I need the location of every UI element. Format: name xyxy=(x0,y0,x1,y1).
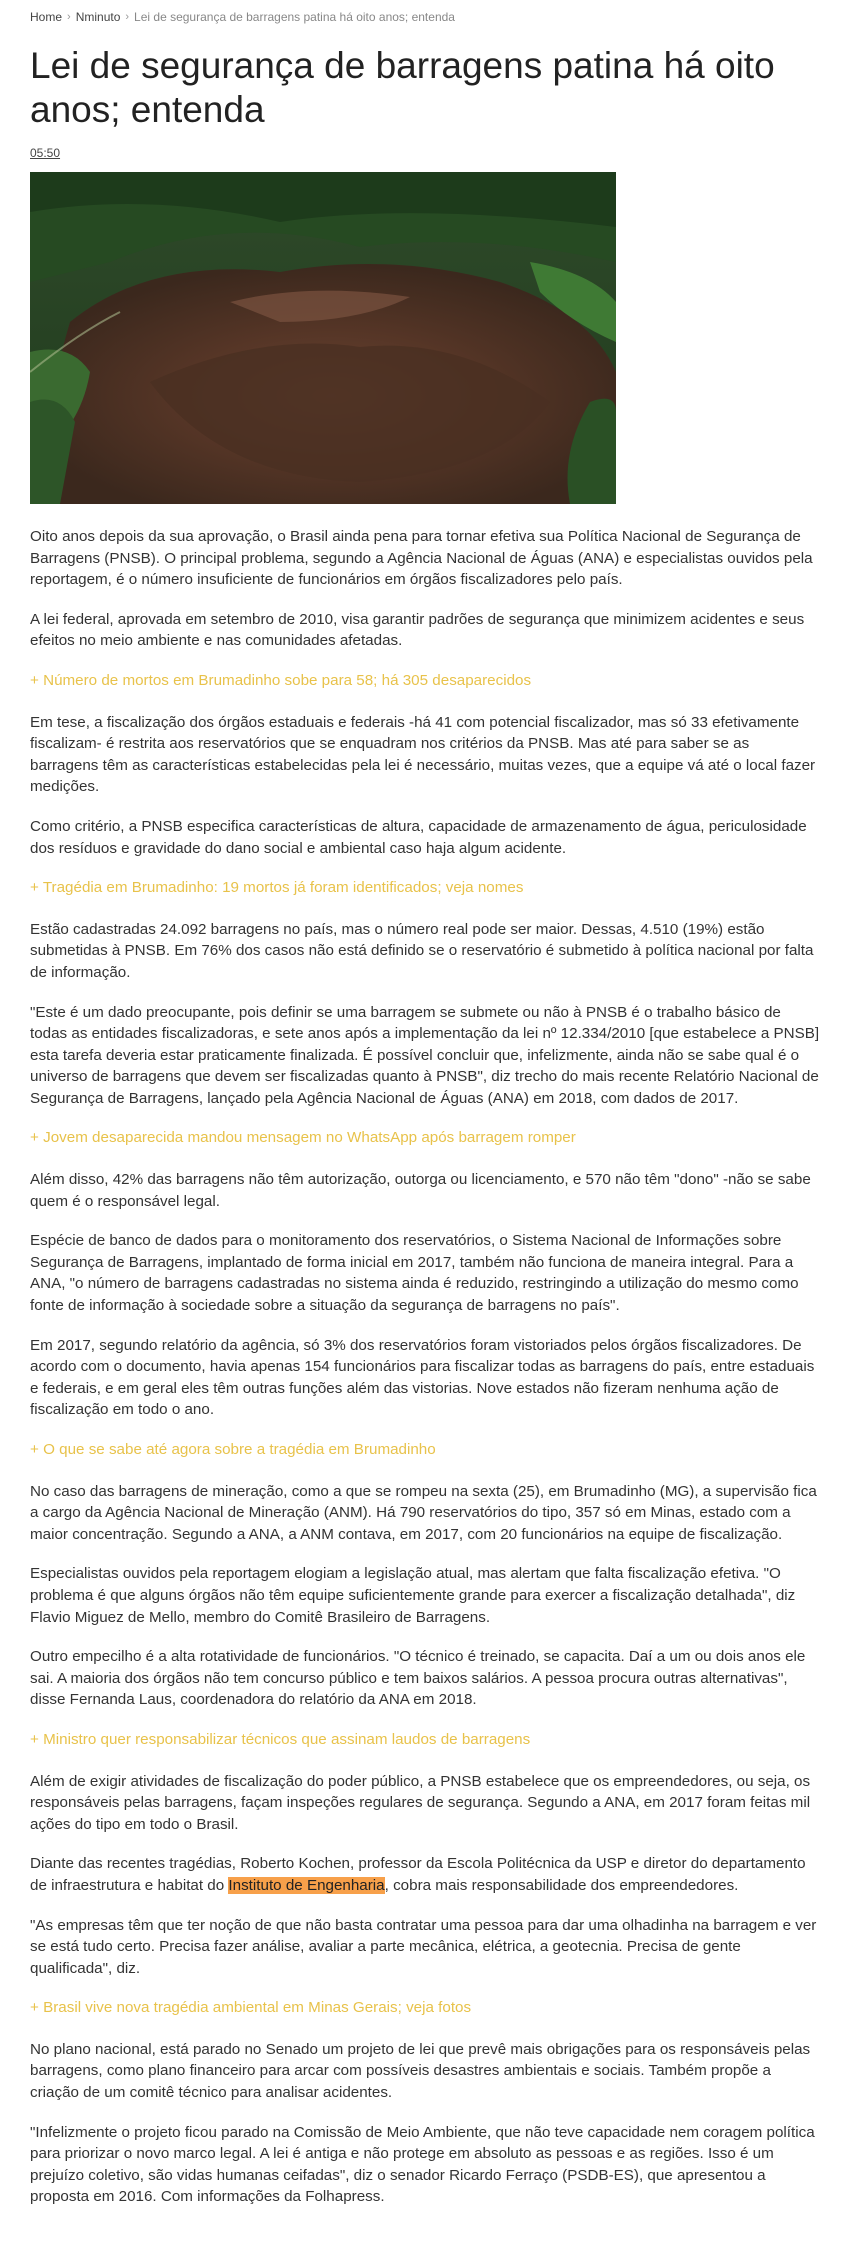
page-title: Lei de segurança de barragens patina há oito anos; entenda xyxy=(30,45,775,130)
article-paragraph: Além disso, 42% das barragens não têm autorização, outorga ou licenciamento, e 570 não têm "dono" -não se sabe quem é o responsável legal. xyxy=(30,1171,811,1210)
publish-time: 05:50 xyxy=(30,146,61,160)
related-link-item xyxy=(30,1729,820,1751)
chevron-right-icon: › xyxy=(67,11,71,23)
article-body xyxy=(30,526,820,2208)
article-hero-image xyxy=(30,172,616,504)
plus-icon: + xyxy=(30,1730,39,1748)
article-paragraph: Em 2017, segundo relatório da agência, só 3% dos reservatórios foram vistoriados pelos órgãos fiscalizadores. De acordo com o documento, havia apenas 154 funcionários para fiscalizar todas as barragens do país, entre estaduais e federais, e em geral eles têm outras funções além das vistorias. Nove estados não fizeram nenhuma ação de fiscalização em todo o ano. xyxy=(30,1336,815,1419)
breadcrumb xyxy=(30,0,816,28)
breadcrumb-current: Lei de segurança de barragens patina há oito anos; entenda xyxy=(134,10,455,24)
related-link-item xyxy=(30,1439,820,1461)
related-link-item xyxy=(30,670,820,692)
paragraph-text: Diante das recentes tragédias, Roberto Kochen, professor da Escola Politécnica da USP e diretor do departamento de infraestrutura e habitat do xyxy=(30,1855,806,1894)
article-paragraph: Além de exigir atividades de fiscalização do poder público, a PNSB estabelece que os empreendedores, ou seja, os responsáveis pelas barragens, façam inspeções regulares de segurança. Segundo a ANA, em 2017 foram feitas mil ações do tipo em todo o Brasil. xyxy=(30,1772,811,1833)
breadcrumb-section-link[interactable]: Nminuto xyxy=(75,10,121,24)
related-link[interactable]: O que se sabe até agora sobre a tragédia em Brumadinho xyxy=(43,1441,436,1458)
related-link-item xyxy=(30,1127,820,1149)
related-link-item xyxy=(30,877,820,899)
dam-collapse-photo xyxy=(30,172,616,504)
article-paragraph xyxy=(30,1853,820,1896)
article-paragraph: No plano nacional, está parado no Senado um projeto de lei que prevê mais obrigações para os responsáveis pelas barragens, como plano financeiro para arcar com possíveis desastres ambientais e sociais. Também propõe a criação de um comitê técnico para analisar acidentes. xyxy=(30,2040,811,2102)
plus-icon: + xyxy=(30,879,39,897)
article-paragraph: "As empresas têm que ter noção de que não basta contratar uma pessoa para dar uma olhadinha na barragem e ver se está tudo certo. Precisa fazer análise, avaliar a parte mecânica, elétrica, a geotecnia. Precisa de gente qualificada", diz. xyxy=(30,1916,817,1977)
plus-icon: + xyxy=(30,671,39,689)
related-link[interactable]: Tragédia em Brumadinho: 19 mortos já foram identificados; veja nomes xyxy=(42,879,524,897)
related-link[interactable]: Número de mortos em Brumadinho sobe para 58; há 305 desaparecidos xyxy=(43,671,532,689)
article-paragraph: Estão cadastradas 24.092 barragens no país, mas o número real pode ser maior. Dessas, 4.510 (19%) estão submetidas à PNSB. Em 76% dos casos não está definido se o reservatório é submetido à política nacional por falta de informação. xyxy=(30,920,814,981)
article-paragraph: "Este é um dado preocupante, pois definir se uma barragem se submete ou não à PNSB é o trabalho básico de todas as entidades fiscalizadoras, e sete anos após a implementação da lei nº 12.334/2010 [que estabelece a PNSB] esta tarefa deveria estar praticamente finalizada. É possível concluir que, infelizmente, ainda não se sabe qual é o universo de barragens que devem ser fiscalizadas quanto à PNSB", diz trecho do mais recente Relatório Nacional de Segurança de Barragens, lançado pela Agência Nacional de Águas (ANA) em 2018, com dados de 2017. xyxy=(30,1003,820,1107)
chevron-right-icon: › xyxy=(125,11,130,23)
article-paragraph: Oito anos depois da sua aprovação, o Brasil ainda pena para tornar efetiva sua Política Nacional de Segurança de Barragens (PNSB). O principal problema, segundo a Agência Nacional de Águas (ANA) e especialistas ouvidos pela reportagem, é o número insuficiente de funcionários em órgãos fiscalizadores pelo país. xyxy=(30,528,813,589)
plus-icon: + xyxy=(30,1999,39,2017)
related-link[interactable]: Ministro quer responsabilizar técnicos que assinam laudos de barragens xyxy=(43,1730,531,1748)
article-paragraph: A lei federal, aprovada em setembro de 2010, visa garantir padrões de segurança que minimizem acidentes e seus efeitos no meio ambiente e nas comunidades afetadas. xyxy=(30,610,805,650)
article-paragraph: Especialistas ouvidos pela reportagem elogiam a legislação atual, mas alertam que falta fiscalização efetiva. "O problema é que alguns órgãos não têm equipe suficientemente grande para exercer a fiscalização detalhada", diz Flavio Miguez de Mello, membro do Comitê Brasileiro de Barragens. xyxy=(30,1565,796,1626)
plus-icon: + xyxy=(30,1129,39,1147)
article-paragraph: No caso das barragens de mineração, como a que se rompeu na sexta (25), em Brumadinho (MG), a supervisão fica a cargo da Agência Nacional de Mineração (ANM). Há 790 reservatórios do tipo, 357 só em Minas, estado com a maior concentração. Segundo a ANA, a ANM contava, em 2017, com 20 funcionários na equipe de fiscalização. xyxy=(30,1482,817,1543)
related-link[interactable]: Jovem desaparecida mandou mensagem no WhatsApp após barragem romper xyxy=(43,1129,576,1147)
article-paragraph: Espécie de banco de dados para o monitoramento dos reservatórios, o Sistema Nacional de Informações sobre Segurança de Barragens, implantado de forma inicial em 2017, também não funciona de maneira integral. Para a ANA, "o número de barragens cadastradas no sistema ainda é reduzido, restringindo a utilização do mesmo como fonte de informação à sociedade sobre a situação da segurança de barragens no país". xyxy=(30,1232,799,1315)
highlighted-text: Instituto de Engenharia xyxy=(228,1876,385,1894)
article-paragraph: Como critério, a PNSB especifica características de altura, capacidade de armazenamento de água, periculosidade dos resíduos e gravidade do dano social e ambiental caso haja algum acidente. xyxy=(30,817,807,857)
article-paragraph: Outro empecilho é a alta rotatividade de funcionários. "O técnico é treinado, se capacita. Daí a um ou dois anos ele sai. A maioria dos órgãos não tem concurso público e tem baixos salários. A pessoa procura outras alternativas", disse Fernanda Laus, coordenadora do relatório da ANA em 2018. xyxy=(30,1648,806,1709)
breadcrumb-home-link[interactable]: Home xyxy=(30,10,63,24)
related-link[interactable]: Brasil vive nova tragédia ambiental em Minas Gerais; veja fotos xyxy=(43,1999,472,2017)
article-paragraph: "Infelizmente o projeto ficou parado na Comissão de Meio Ambiente, que não teve capacidade nem coragem política para priorizar o novo marco legal. A lei é antiga e não protege em absoluto as pessoas e as regiões. Isso é um prejuízo coletivo, são vidas humanas ceifadas", diz o senador Ricardo Ferraço (PSDB-ES), que apresentou a proposta em 2016. Com informações da Folhapress. xyxy=(30,2123,815,2206)
paragraph-text: , cobra mais responsabilidade dos empreendedores. xyxy=(384,1876,739,1894)
plus-icon: + xyxy=(30,1441,39,1458)
article-paragraph: Em tese, a fiscalização dos órgãos estaduais e federais -há 41 com potencial fiscalizador, mas só 33 efetivamente fiscalizam- é restrita aos reservatórios que se enquadram nos critérios da PNSB. Mas até para saber se as barragens têm as características estabelecidas pela lei é necessário, muitas vezes, que a equipe vá até o local fazer medições. xyxy=(30,713,816,796)
related-link-item xyxy=(30,1997,820,2019)
